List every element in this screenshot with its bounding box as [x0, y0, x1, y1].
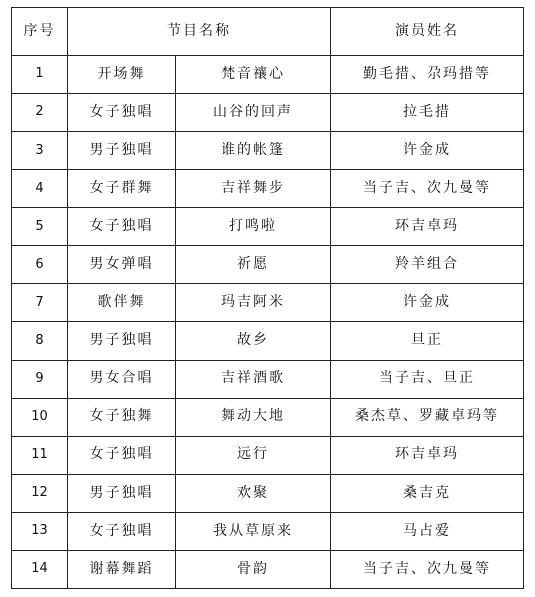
cell-program-title: 骨韵: [176, 550, 331, 588]
cell-number: 9: [12, 360, 68, 398]
cell-program-title: 玛吉阿米: [176, 284, 331, 322]
cell-program-title: 梵音禳心: [176, 56, 331, 94]
header-performers: 演员姓名: [331, 8, 524, 56]
cell-performers: 旦正: [331, 322, 524, 360]
cell-number: 4: [12, 170, 68, 208]
cell-program-type: 女子独唱: [68, 436, 176, 474]
table-row: [12, 246, 524, 284]
table-row: [12, 360, 524, 398]
cell-number: 10: [12, 398, 68, 436]
table-row: [12, 94, 524, 132]
cell-performers: 勤毛措、尕玛措等: [331, 56, 524, 94]
cell-program-type: 女子群舞: [68, 170, 176, 208]
cell-program-type: 男女合唱: [68, 360, 176, 398]
cell-performers: 环吉卓玛: [331, 436, 524, 474]
cell-program-title: 吉祥酒歌: [176, 360, 331, 398]
cell-program-type: 女子独唱: [68, 94, 176, 132]
cell-program-type: 女子独唱: [68, 512, 176, 550]
cell-number: 6: [12, 246, 68, 284]
cell-program-title: 远行: [176, 436, 331, 474]
cell-number: 5: [12, 208, 68, 246]
cell-number: 12: [12, 474, 68, 512]
cell-program-title: 谁的帐篷: [176, 132, 331, 170]
program-table: [11, 7, 524, 589]
table-row: [12, 512, 524, 550]
cell-performers: 许金成: [331, 284, 524, 322]
cell-program-type: 男子独唱: [68, 132, 176, 170]
cell-program-type: 开场舞: [68, 56, 176, 94]
cell-program-title: 舞动大地: [176, 398, 331, 436]
cell-performers: 环吉卓玛: [331, 208, 524, 246]
table-row: [12, 474, 524, 512]
cell-program-title: 欢聚: [176, 474, 331, 512]
cell-number: 3: [12, 132, 68, 170]
cell-number: 2: [12, 94, 68, 132]
table-row: [12, 398, 524, 436]
cell-program-type: 男子独唱: [68, 474, 176, 512]
table-row: [12, 322, 524, 360]
cell-program-type: 男女弹唱: [68, 246, 176, 284]
cell-program-type: 男子独唱: [68, 322, 176, 360]
cell-performers: 许金成: [331, 132, 524, 170]
cell-number: 1: [12, 56, 68, 94]
cell-program-title: 祈愿: [176, 246, 331, 284]
cell-performers: 羚羊组合: [331, 246, 524, 284]
cell-performers: 当子吉、旦正: [331, 360, 524, 398]
cell-program-type: 女子独唱: [68, 208, 176, 246]
cell-number: 8: [12, 322, 68, 360]
cell-program-type: 歌伴舞: [68, 284, 176, 322]
cell-program-type: 谢幕舞蹈: [68, 550, 176, 588]
cell-program-title: 故乡: [176, 322, 331, 360]
cell-number: 14: [12, 550, 68, 588]
cell-performers: 拉毛措: [331, 94, 524, 132]
table-row: [12, 284, 524, 322]
table-row: [12, 208, 524, 246]
table-row: [12, 132, 524, 170]
cell-program-type: 女子独舞: [68, 398, 176, 436]
cell-number: 7: [12, 284, 68, 322]
table-row: [12, 550, 524, 588]
cell-number: 11: [12, 436, 68, 474]
table-row: [12, 436, 524, 474]
table-header-row: [12, 8, 524, 56]
table-row: [12, 170, 524, 208]
cell-performers: 桑吉克: [331, 474, 524, 512]
cell-program-title: 打鸣啦: [176, 208, 331, 246]
cell-performers: 桑杰草、罗藏卓玛等: [331, 398, 524, 436]
cell-performers: 当子吉、次九曼等: [331, 170, 524, 208]
cell-program-title: 我从草原来: [176, 512, 331, 550]
cell-performers: 马占爱: [331, 512, 524, 550]
cell-program-title: 吉祥舞步: [176, 170, 331, 208]
cell-program-title: 山谷的回声: [176, 94, 331, 132]
program-table-container: [11, 7, 523, 589]
header-number: 序号: [12, 8, 68, 56]
table-row: [12, 56, 524, 94]
header-program-name: 节目名称: [68, 8, 331, 56]
cell-performers: 当子吉、次九曼等: [331, 550, 524, 588]
cell-number: 13: [12, 512, 68, 550]
